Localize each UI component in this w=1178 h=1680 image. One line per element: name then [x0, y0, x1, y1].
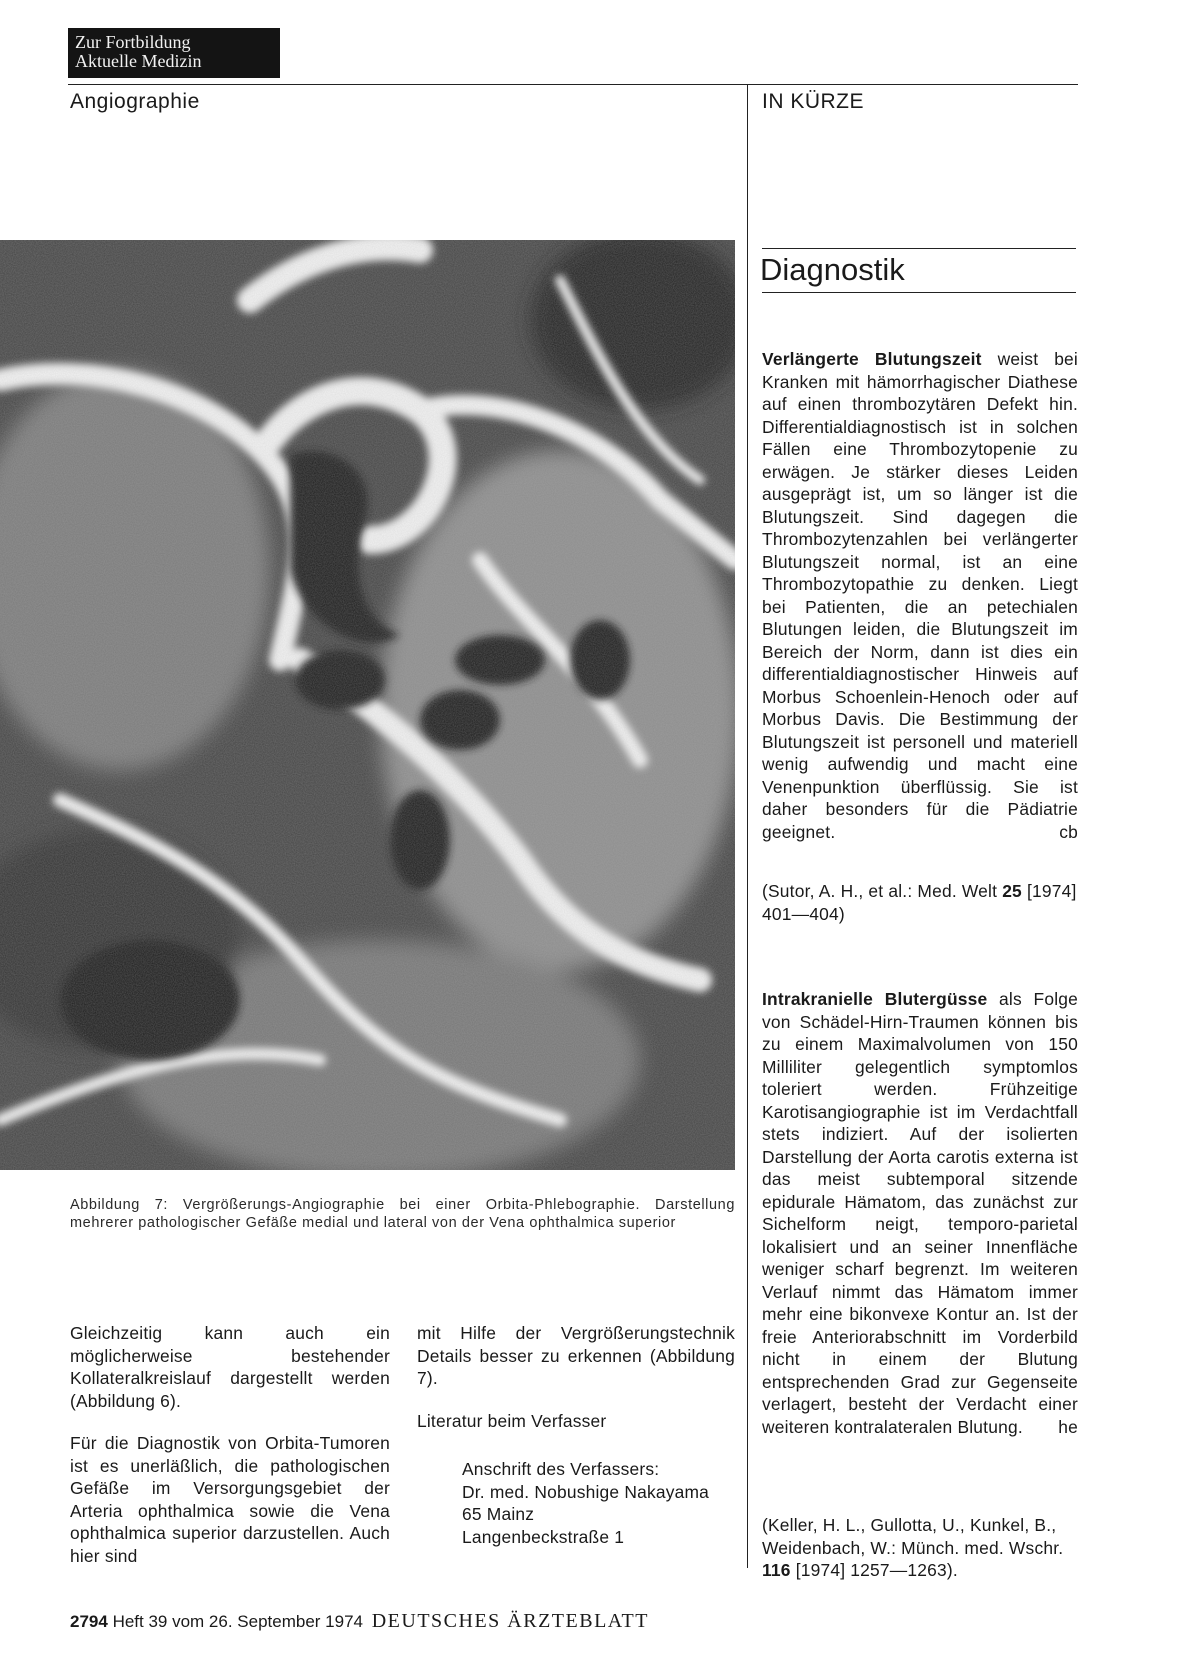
page-footer	[70, 1610, 649, 1633]
brief-text: weist bei Kranken mit hämorrhagischer Diathese auf einen thrombozytären Defekt hin. Differentialdiagnostisch ist in solchen Fällen eine Thrombozytopenie zu erwägen. Je stärker dieses Leiden ausgeprägt ist, um so länger ist die Blutungszeit. Sind dagegen die Thrombozytenzahlen bei verlängerter Blutungszeit normal, ist an eine Thrombozytopathie zu denken. Liegt bei Patienten, die an petechialen Blutungen leiden, die Blutungszeit im Bereich der Norm, dann ist dies ein differentialdiagnostischer Hinweis auf Morbus Schoenlein-Henoch oder auf Morbus Davis. Die Bestimmung der Blutungszeit ist personell und materiell wenig aufwendig und macht eine Venenpunktion überflüssig. Sie ist daher besonders für die Pädiatrie geeignet.	[762, 349, 1078, 842]
body-paragraph: Gleichzeitig kann auch ein möglicherweise bestehender Kollateralkreislauf dargestellt werden (Abbildung 6).	[70, 1323, 390, 1411]
journal-name: DEUTSCHES ÄRZTEBLATT	[371, 1610, 649, 1632]
address-name: Dr. med. Nobushige Nakayama	[462, 1481, 710, 1502]
body-column-right	[417, 1322, 735, 1548]
side-section-title: IN KÜRZE	[762, 90, 865, 113]
page-number: 2794	[70, 1612, 108, 1631]
brief-reference-1	[762, 880, 1078, 925]
badge-line-1: Zur Fortbildung	[75, 32, 191, 52]
body-column-left	[70, 1322, 390, 1567]
angiography-image	[0, 240, 735, 1170]
reference-text: [1974] 1257—1263).	[790, 1560, 958, 1580]
address-label: Anschrift des Verfassers:	[462, 1459, 660, 1479]
author-address	[417, 1458, 735, 1548]
literature-note: Literatur beim Verfasser	[417, 1410, 607, 1431]
sidebar-heading: Diagnostik	[760, 252, 905, 287]
sidebar-rule-bottom	[762, 292, 1076, 293]
header-rule	[68, 84, 1078, 85]
reference-text: (Sutor, A. H., et al.: Med. Welt	[762, 881, 1003, 901]
address-street: Langenbeckstraße 1	[462, 1526, 625, 1547]
column-divider	[747, 84, 748, 1568]
section-title: Angiographie	[70, 90, 200, 113]
figure-caption: Abbildung 7: Vergrößerungs-Angiographie bei einer Orbita-Phlebographie. Darstellung mehrerer pathologischer Gefäße medial und lateral von der Vena ophthalmica superior	[70, 1197, 735, 1231]
body-paragraph: mit Hilfe der Vergrößerungstechnik Details besser zu erkennen (Abbildung 7).	[417, 1323, 735, 1388]
reference-text: [1974] 401—404)	[762, 881, 1077, 924]
brief-text: als Folge von Schädel-Hirn-Traumen können bis zu einem Maximalvolumen von 150 Milliliter gelegentlich symptomlos toleriert werden. Frühzeitige Karotisangiographie ist im Verdachtfall stets indiziert. Auf der isolierten Darstellung der Aorta carotis externa ist das meist subtemporal sitzende epidurale Hämatom, das zunächst zur Sichelform neigt, temporo-parietal lokalisiert und an seiner Innenfläche weniger scharf begrenzt. Im weiteren Verlauf nimmt das Hämatom immer mehr eine bikonvexe Kontur an. Ist der freie Anteriorabschnitt im Vorderbild nicht in einem der Blutung entsprechenden Grad zur Gegenseite verlagert, besteht der Verdacht einer weiteren kontralateralen Blutung.	[762, 989, 1079, 1437]
body-paragraph: Für die Diagnostik von Orbita-Tumoren ist es unerläßlich, die pathologischen Gefäße im Versorgungsgebiet der Arteria ophthalmica sowie die Vena ophthalmica superior darzustellen. Auch hier sind	[70, 1433, 390, 1566]
address-city: 65 Mainz	[462, 1504, 535, 1524]
brief-item-1	[762, 348, 1078, 843]
brief-lead: Verlängerte Blutungszeit	[762, 349, 982, 369]
brief-reference-2	[762, 1514, 1078, 1582]
reference-text: (Keller, H. L., Gullotta, U., Kunkel, B., Weidenbach, W.: Münch. med. Wschr.	[762, 1515, 1064, 1558]
brief-lead: Intrakranielle Blutergüsse	[762, 989, 988, 1009]
brief-item-2	[762, 988, 1078, 1438]
author-initials: cb	[1059, 821, 1078, 842]
issue-info: Heft 39 vom 26. September 1974	[112, 1612, 363, 1631]
badge-line-2: Aktuelle Medizin	[75, 51, 202, 71]
section-badge	[68, 28, 280, 78]
sidebar-rule-top	[762, 248, 1076, 249]
author-initials: he	[1058, 1416, 1078, 1437]
reference-volume: 116	[762, 1560, 791, 1580]
reference-volume: 25	[1002, 881, 1022, 901]
